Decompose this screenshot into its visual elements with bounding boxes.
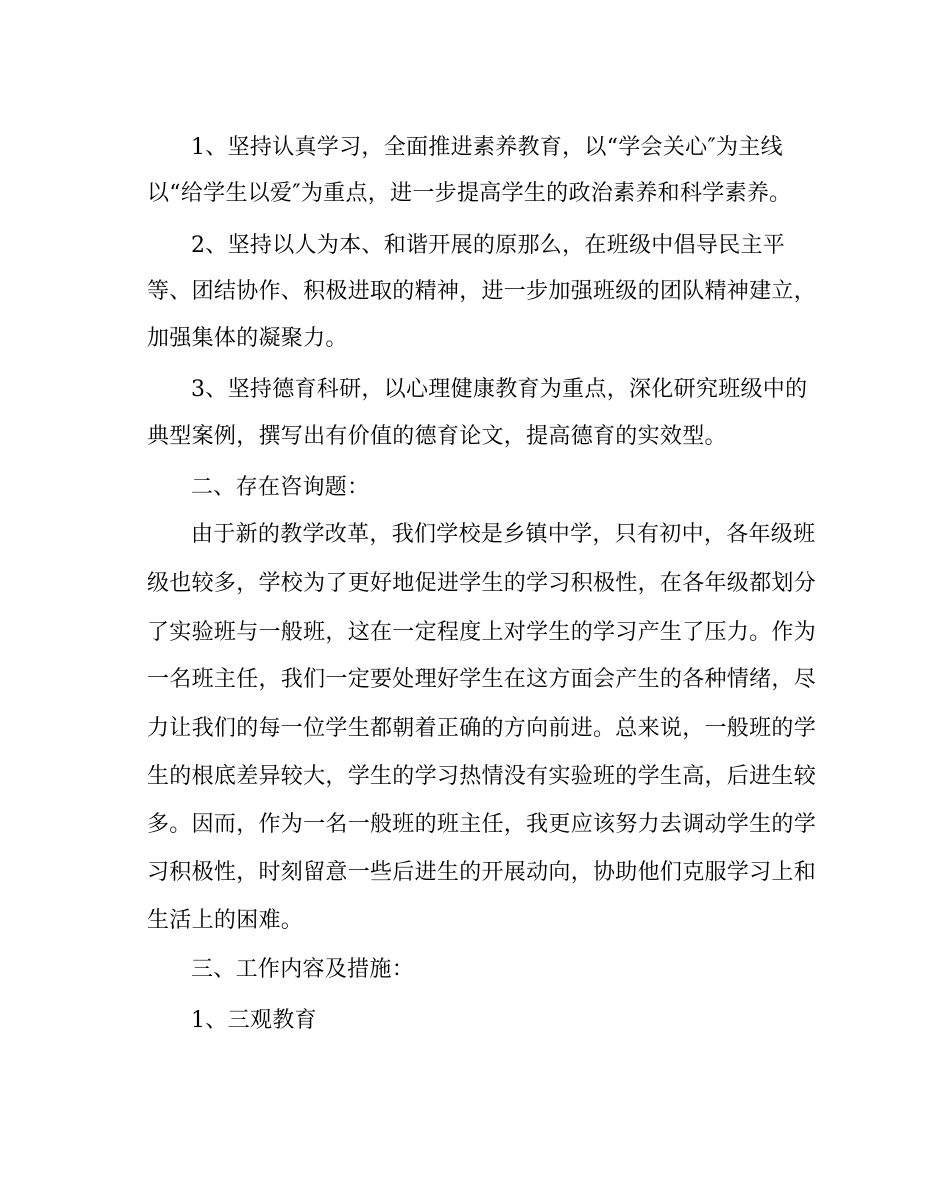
paragraph-4-line-4: 一名班主任，我们一定要处理好学生在这方面会产生的各种情绪，尽 [147,667,817,692]
paragraph-4-line-6: 生的根底差异较大，学生的学习热情没有实验班的学生高，后进生较 [147,764,817,789]
paragraph-4-line-1: 由于新的教学改革，我们学校是乡镇中学，只有初中，各年级班 [191,522,816,547]
paragraph-4-line-8: 习积极性，时刻留意一些后进生的开展动向，协助他们克服学习上和 [147,860,817,885]
paragraph-1-line-2: 以“给学生以爱″为重点，进一步提高学生的政治素养和科学素养。 [147,181,792,206]
paragraph-4-line-3: 了实验班与一般班，这在一定程度上对学生的学习产生了压力。作为 [147,620,817,645]
paragraph-4-line-7: 多。因而，作为一名一般班的班主任，我更应该努力去调动学生的学 [147,812,817,837]
paragraph-4-line-9: 生活上的困难。 [147,908,304,933]
section-heading-work-content: 三、工作内容及措施： [191,957,415,982]
paragraph-1-line-1: 1、坚持认真学习，全面推进素养教育，以“学会关心″为主线 [191,135,783,160]
subsection-heading-three-views: 1、三观教育 [191,1008,317,1033]
paragraph-4-line-5: 力让我们的每一位学生都朝着正确的方向前进。总来说，一般班的学 [147,716,817,741]
paragraph-3-line-1: 3、坚持德育科研，以心理健康教育为重点，深化研究班级中的 [191,377,808,402]
section-heading-problems: 二、存在咨询题： [191,475,370,500]
paragraph-2-line-2: 等、团结协作、积极进取的精神，进一步加强班级的团队精神建立， [147,279,817,304]
paragraph-3-line-2: 典型案例，撰写出有价值的德育论文，提高德育的实效型。 [147,424,727,449]
paragraph-4-line-2: 级也较多，学校为了更好地促进学生的学习积极性，在各年级都划分 [147,571,817,596]
paragraph-2-line-1: 2、坚持以人为本、和谐开展的原那么，在班级中倡导民主平 [191,233,786,258]
paragraph-2-line-3: 加强集体的凝聚力。 [147,326,348,351]
